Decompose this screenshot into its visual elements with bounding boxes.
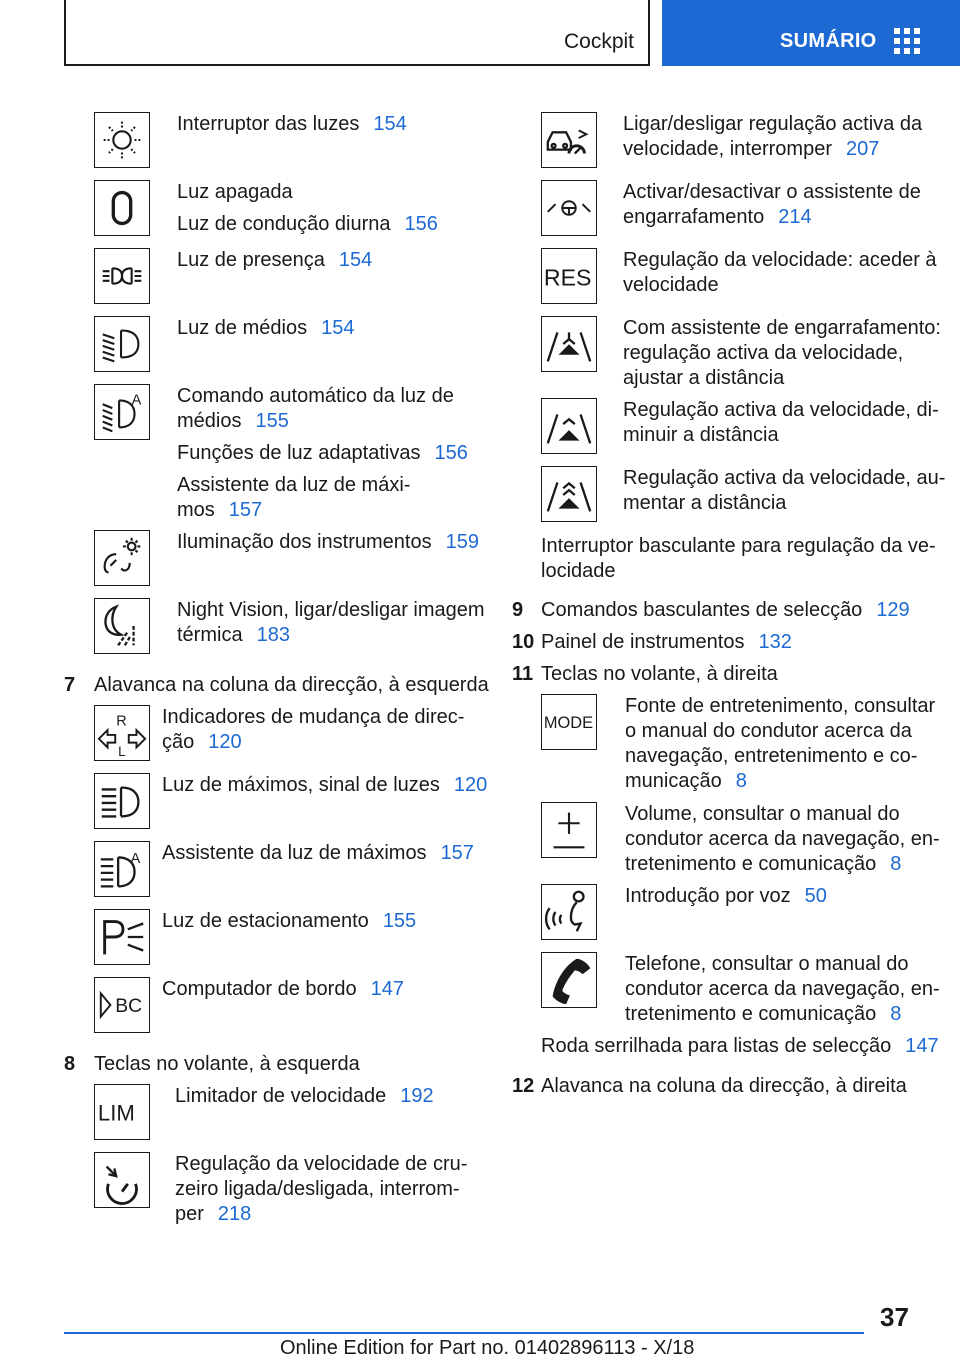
section-header [64,0,650,66]
increase-distance-icon [541,466,597,522]
traffic-jam-entry: Activar/desactivar o assistente de engarrafamento 214 [623,181,921,228]
volume-entry: Volume, consultar o manual do condutor acerca da navegação, en- tretenimento e comunicação 8 [625,803,940,875]
page-ref[interactable]: 154 [321,317,355,339]
page-ref[interactable]: 8 [890,853,902,875]
active-cruise-icon [541,112,597,168]
light-switch-icon [94,112,150,168]
item-number-8: 8 [64,1053,76,1075]
section-title: Cockpit [563,30,634,53]
svg-text:L: L [118,744,126,760]
page-ref[interactable]: 159 [445,531,479,553]
page-ref[interactable]: 192 [400,1085,434,1107]
item-number-9: 9 [512,599,524,621]
page-ref[interactable]: 207 [846,138,880,160]
item-10-title: Painel de instrumentos 132 [541,631,792,653]
item-number-11: 11 [512,663,534,685]
auto-low-beam-icon [94,384,150,440]
onboard-computer-entry: Computador de bordo 147 [162,978,404,1000]
svg-text:RES: RES [543,264,592,291]
resume-speed-icon [541,248,597,304]
page-ref[interactable]: 157 [228,499,263,521]
item-7-title: Alavanca na coluna da direcção, à esquerda [94,674,489,696]
item-8-title: Teclas no volante, à esquerda [94,1053,360,1075]
page-ref[interactable]: 155 [255,410,289,432]
voice-input-entry: Introdução por voz 50 [625,885,827,907]
page-ref[interactable]: 120 [208,731,242,753]
position-light-entry: Luz de presença 154 [177,249,373,271]
decrease-distance-entry: Regulação activa da velocidade, di- minuir a distância [623,399,939,446]
page-ref[interactable]: 155 [382,910,417,932]
high-beam-assistant-entry: Assistente da luz de máximos 157 [162,842,474,864]
distance-adjust-icon [541,316,597,372]
item-number-10: 10 [512,631,535,653]
page-ref[interactable]: 154 [373,113,407,135]
svg-text:A: A [131,392,142,409]
light-switch-entry: Interruptor das luzes 154 [177,113,407,135]
entertainment-source-entry: Fonte de entretenimento, consultar o manual do condutor acerca da navegação, entretenimento e co- municação 8 [625,695,936,792]
page-ref[interactable]: 183 [256,624,290,646]
selection-wheel-entry: Roda serrilhada para listas de selecção 147 [541,1035,939,1057]
toc-button[interactable] [662,0,960,66]
night-vision-entry: Night Vision, ligar/desligar imagem térmica 183 [177,599,485,646]
low-beam-entry: Luz de médios 154 [177,317,355,339]
onboard-computer-icon [94,977,150,1033]
svg-text:MODE: MODE [543,713,594,732]
instrument-light-icon [94,530,150,586]
item-11-title: Teclas no volante, à direita [541,663,778,685]
page-ref[interactable]: 214 [778,206,812,228]
item-12-title: Alavanca na coluna da direcção, à direita [541,1075,907,1097]
low-beam-icon [94,316,150,372]
svg-text:R: R [116,713,127,730]
svg-text:BC: BC [115,995,143,1017]
page-ref[interactable]: 218 [217,1203,252,1225]
parking-light-p-icon [94,909,150,965]
svg-text:LIM: LIM [97,1100,135,1126]
cruise-control-entry: Regulação da velocidade de cru- zeiro ligada/desligada, interrom- per 218 [175,1153,468,1225]
page-ref[interactable]: 147 [905,1035,939,1057]
item-9-title: Comandos basculantes de selecção 129 [541,599,910,621]
page-ref[interactable]: 8 [890,1003,902,1025]
telephone-entry: Telefone, consultar o manual do condutor acerca da navegação, en- tretenimento e comunicação 8 [625,953,940,1025]
high-beam-icon [94,773,150,829]
svg-text:A: A [130,851,141,868]
distance-adjust-entry: Com assistente de engarrafamento: regulação activa da velocidade, ajustar a distância [623,317,941,389]
voice-input-icon [541,884,597,940]
grid-menu-icon [894,28,920,54]
footer-divider [64,1332,864,1334]
page-ref[interactable]: 8 [735,770,747,792]
page-ref[interactable]: 156 [404,213,438,235]
turn-signal-icon [94,705,150,761]
daytime-light-entry: Luz de condução diurna 156 [177,213,438,235]
zero-icon [94,180,150,236]
parking-light-entry: Luz de estacionamento 155 [162,910,417,932]
volume-icon [541,802,597,858]
page-number: 37 [880,1302,909,1332]
parking-light-icon [94,248,150,304]
active-cruise-entry: Ligar/desligar regulação activa da velocidade, interromper 207 [623,113,923,160]
item-number-7: 7 [64,674,76,696]
decrease-distance-icon [541,398,597,454]
cruise-control-icon [94,1152,150,1208]
auto-low-beam-entry: Comando automático da luz de médios 155 [177,385,454,432]
page-ref[interactable]: 132 [758,631,792,653]
increase-distance-entry: Regulação activa da velocidade, au- mentar a distância [623,467,946,514]
speed-limiter-icon [94,1084,150,1140]
page-ref[interactable]: 50 [804,885,827,907]
traffic-jam-assistant-icon [541,180,597,236]
page-ref[interactable]: 147 [370,978,404,1000]
speed-limiter-entry: Limitador de velocidade 192 [175,1085,434,1107]
page-ref[interactable]: 156 [434,442,468,464]
high-beam-entry: Luz de máximos, sinal de luzes 120 [162,774,488,796]
adaptive-light-entry: Funções de luz adaptativas 156 [177,442,468,464]
high-beam-assist-entry: Assistente da luz de máxi- mos 157 [177,474,411,521]
page-ref[interactable]: 157 [440,842,474,864]
resume-speed-entry: Regulação da velocidade: aceder à velocidade [623,249,937,296]
rocker-switch-entry: Interruptor basculante para regulação da ve- locidade [541,535,936,582]
instrument-lighting-entry: Iluminação dos instrumentos 159 [177,531,479,553]
mode-icon [541,694,597,750]
item-number-12: 12 [512,1075,535,1097]
toc-label: SUMÁRIO [780,30,877,52]
high-beam-assistant-icon [94,841,150,897]
page-ref[interactable]: 129 [876,599,910,621]
phone-icon [541,952,597,1008]
page-ref[interactable]: 154 [338,249,373,271]
footer-edition: Online Edition for Part no. 01402896113 - X/18 [280,1337,695,1359]
page-ref[interactable]: 120 [453,774,488,796]
lights-off-entry: Luz apagada [177,181,293,203]
turn-signal-entry: Indicadores de mudança de direc- ção 120 [162,706,465,753]
night-vision-icon [94,598,150,654]
